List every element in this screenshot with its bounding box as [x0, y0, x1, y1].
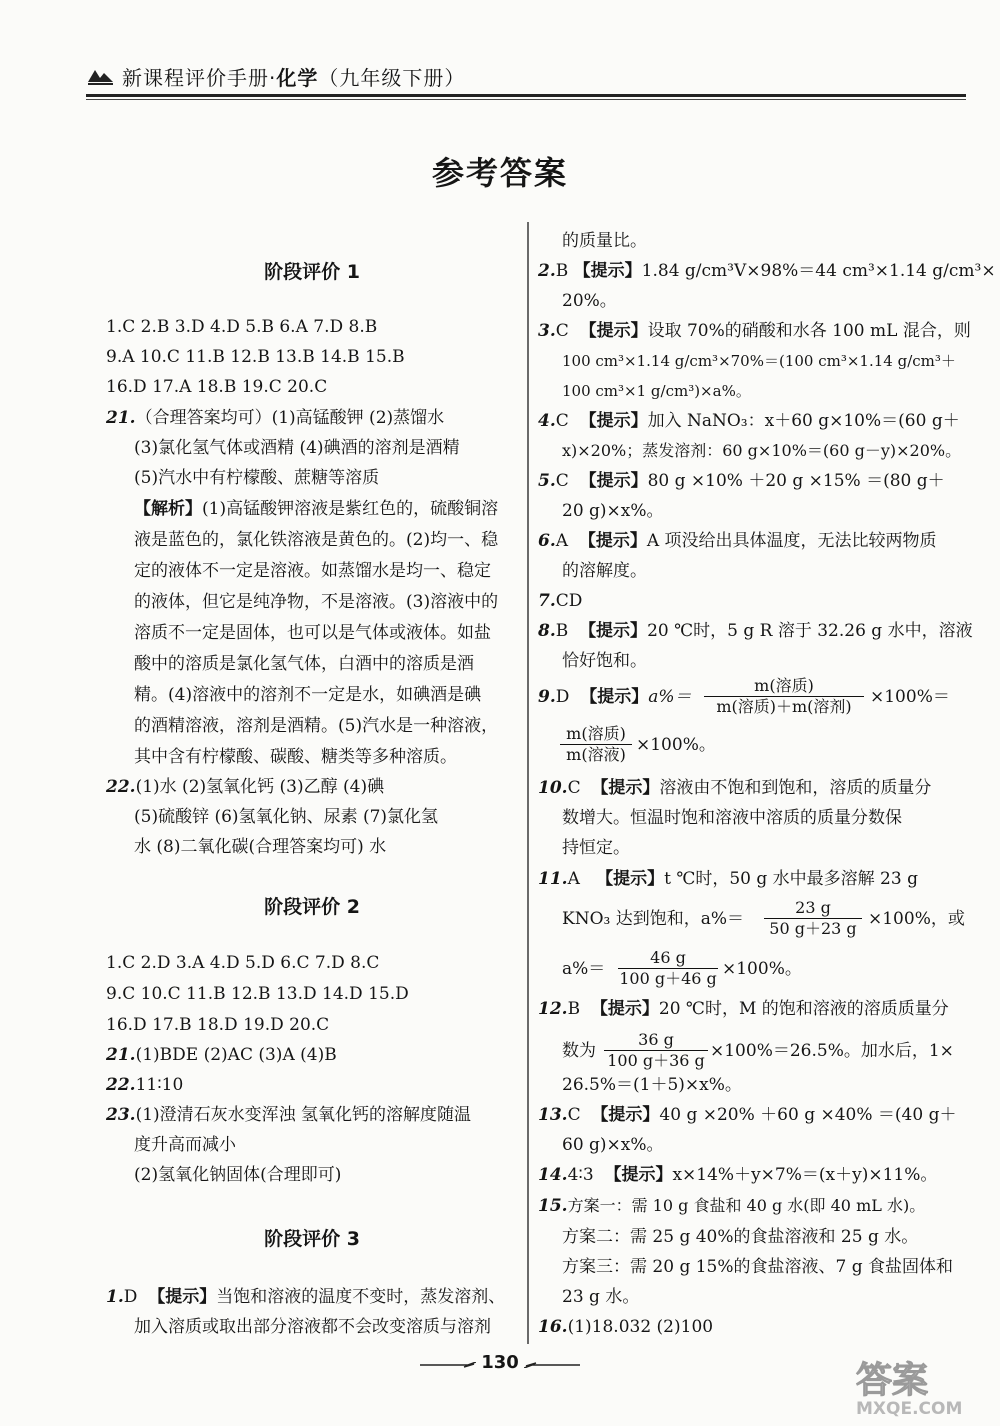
answer-line: (5)汽水中有柠檬酸、蔗糖等溶质 [134, 468, 380, 488]
answer-line: 16.D 17.B 18.D 19.D 20.C [106, 1015, 330, 1035]
explanation-line: 【解析】(1)高锰酸钾溶液是紫红色的，硫酸铜溶 [134, 499, 499, 519]
header-title: 新课程评价手册·化学（九年级下册） [122, 66, 466, 90]
question-12: 12.B 【提示】20 ℃时，M 的饱和溶液的溶质质量分 [538, 999, 949, 1019]
question-21: 21.（合理答案均可）(1)高锰酸钾 (2)蒸馏水 [106, 408, 445, 428]
question-22: 22.(1)水 (2)氢氧化钙 (3)乙醇 (4)碘 [106, 777, 385, 797]
fraction: $\frac{23 g}{50 g+23 g}$ [764, 898, 862, 939]
running-header [86, 58, 966, 92]
answer-line: 23 g 水。 [562, 1287, 640, 1307]
watermark-bottom: MXQE.COM [856, 1399, 963, 1419]
question-6: 6.A 【提示】A 项没给出具体温度，无法比较两物质 [538, 531, 937, 551]
answer-line: 数增大。恒温时饱和溶液中溶质的质量分数保 [562, 808, 902, 828]
answer-line: (2)氢氧化钠固体(合理即可) [134, 1165, 342, 1185]
question-4: 4.C 【提示】加入 NaNO₃：x＋60 g×10%＝(60 g＋ [538, 411, 960, 431]
explanation-line: 溶质不一定是固体，也可以是气体或液体。如盐 [134, 623, 491, 643]
explanation-line: 的酒精溶液，溶剂是酒精。(5)汽水是一种溶液， [134, 716, 499, 736]
page-number: 130 [481, 1352, 519, 1373]
question-9: 9.D 【提示】a%＝ [538, 687, 692, 707]
question-3: 3.C 【提示】设取 70%的硝酸和水各 100 mL 混合，则 [538, 321, 971, 341]
question-1: 1.D 【提示】当饱和溶液的温度不变时，蒸发溶剂、 [106, 1287, 506, 1307]
answer-line: 的溶解度。 [562, 561, 647, 581]
section-heading-1: 阶段评价 1 [264, 261, 360, 283]
answer-line: 100 cm³×1.14 g/cm³×70%＝(100 cm³×1.14 g/cm³＋ [562, 352, 956, 370]
answer-line: 度升高而减小 [134, 1135, 236, 1155]
question-13: 13.C 【提示】40 g ×20% ＋60 g ×40% ＝(40 g＋ [538, 1105, 957, 1125]
question-8: 8.B 【提示】20 ℃时，5 g R 溶于 32.26 g 水中，溶液 [538, 621, 973, 641]
page-title: 参考答案 [431, 154, 568, 192]
answer-line: 100 cm³×1 g/cm³)×a%。 [562, 382, 751, 400]
formula-text: 数为 [562, 1041, 596, 1061]
question-16: 16.(1)18.032 (2)100 [538, 1317, 714, 1337]
question-15: 15.方案一：需 10 g 食盐和 40 g 水(即 40 mL 水)。 [538, 1196, 926, 1216]
explanation-line: 精。(4)溶液中的溶剂不一定是水，如碘酒是碘 [134, 685, 482, 705]
question-2: 2.B 【提示】1.84 g/cm³V×98%＝44 cm³×1.14 g/cm³× [538, 261, 996, 281]
answer-line: 方案三：需 20 g 15%的食盐溶液、7 g 食盐固体和 [562, 1257, 954, 1277]
formula-text: ×100%。 [636, 735, 716, 755]
fraction: m(溶质) m(溶液) [560, 724, 632, 765]
formula-text: ×100%＝26.5%。加水后，1× [710, 1041, 954, 1061]
answer-line: x)×20%；蒸发溶剂：60 g×10%＝(60 g－y)×20%。 [562, 441, 962, 460]
continued-line: 的质量比。 [562, 231, 647, 251]
header-rule [86, 94, 966, 97]
explanation-line: 液是蓝色的，氯化铁溶液是黄色的。(2)均一、稳 [134, 530, 499, 550]
explanation-line: 的液体，但它是纯净物，不是溶液。(3)溶液中的 [134, 592, 499, 612]
formula-text: ×100%。 [722, 959, 802, 979]
answer-line: 1.C 2.B 3.D 4.D 5.B 6.A 7.D 8.B [106, 317, 378, 337]
answer-line: 20 g)×x%。 [562, 501, 664, 521]
answer-line: 方案二：需 25 g 40%的食盐溶液和 25 g 水。 [562, 1227, 919, 1247]
explanation-line: 酸中的溶质是氯化氢气体，白酒中的溶质是酒 [134, 654, 474, 674]
question-14: 14.4∶3 【提示】x×14%＋y×7%＝(x＋y)×11%。 [538, 1165, 938, 1185]
answer-line: (3)氯化氢气体或酒精 (4)碘酒的溶剂是酒精 [134, 438, 460, 458]
ornament-right-icon [524, 1362, 580, 1368]
question-11: 11.A 【提示】t ℃时，50 g 水中最多溶解 23 g [538, 869, 918, 889]
formula-text: ×100%，或 [868, 909, 965, 929]
question-10: 10.C 【提示】溶液由不饱和到饱和，溶质的质量分 [538, 778, 932, 798]
formula-text: a%＝ [562, 959, 606, 979]
answer-line: 9.A 10.C 11.B 12.B 13.B 14.B 15.B [106, 347, 405, 367]
watermark-logo [850, 1352, 990, 1420]
explanation-line: 定的液体不一定是溶液。如蒸馏水是均一、稳定 [134, 561, 491, 581]
formula-text: ×100%＝ [870, 687, 950, 707]
watermark-top: 答案 [856, 1360, 929, 1401]
question-5: 5.C 【提示】80 g ×10% ＋20 g ×15% ＝(80 g＋ [538, 471, 945, 491]
formula-text: KNO₃ 达到饱和，a%＝ [562, 909, 745, 929]
section-heading-2: 阶段评价 2 [264, 896, 360, 918]
answer-line: 9.C 10.C 11.B 12.B 13.D 14.D 15.D [106, 984, 409, 1004]
section-heading-3: 阶段评价 3 [264, 1228, 360, 1250]
answer-line: 16.D 17.A 18.B 19.C 20.C [106, 377, 328, 397]
column-divider [527, 222, 529, 1344]
header-rule-thin [86, 99, 966, 100]
answer-line: 26.5%＝(1＋5)×x%。 [562, 1075, 742, 1095]
fraction: $\frac{36 g}{100 g+36 g}$ [604, 1030, 708, 1071]
answer-line: (5)硫酸锌 (6)氢氧化钠、尿素 (7)氯化氢 [134, 807, 439, 827]
answer-line: 水 (8)二氧化碳(合理答案均可) 水 [134, 837, 387, 857]
question-23: 23.(1)澄清石灰水变浑浊 氢氧化钙的溶解度随温 [106, 1105, 472, 1125]
answer-line: 持恒定。 [562, 838, 630, 858]
question-21b: 21.(1)BDE (2)AC (3)A (4)B [106, 1045, 337, 1065]
answer-line: 60 g)×x%。 [562, 1135, 664, 1155]
answer-line: 加入溶质或取出部分溶液都不会改变溶质与溶剂 [134, 1317, 491, 1337]
fraction: $\frac{46 g}{100 g+46 g}$ [619, 948, 717, 988]
explanation-line: 其中含有柠檬酸、碳酸、糖类等多种溶质。 [134, 747, 457, 767]
question-22b: 22.11∶10 [106, 1075, 184, 1095]
book-logo-icon [86, 64, 116, 86]
answer-line: 恰好饱和。 [562, 651, 647, 671]
answer-line: 1.C 2.D 3.A 4.D 5.D 6.C 7.D 8.C [106, 953, 380, 973]
answer-line: 20%。 [562, 291, 617, 311]
fraction: m(溶质) m(溶质)＋m(溶剂) [704, 676, 864, 717]
question-7: 7.CD [538, 591, 583, 611]
